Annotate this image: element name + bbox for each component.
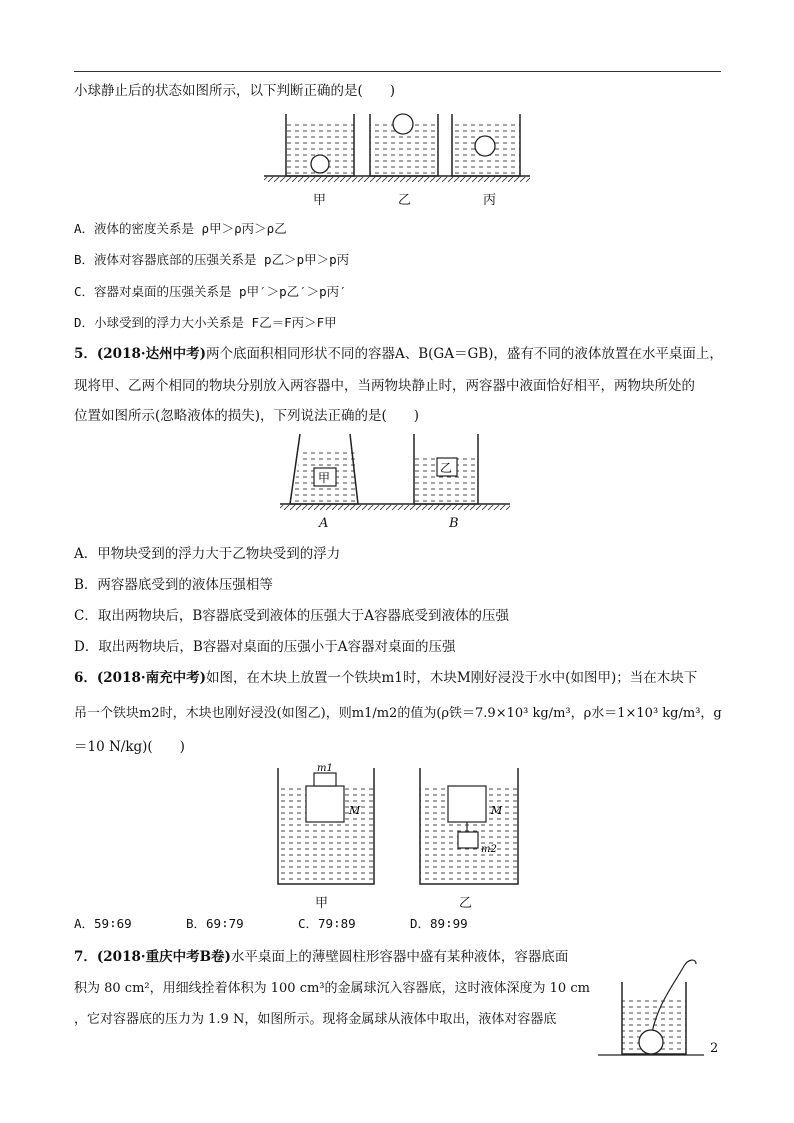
iron-block-m1 [314, 773, 336, 786]
fig3-label-yi: 乙 [459, 896, 473, 911]
q6-option-d: D．89∶99 [410, 916, 468, 931]
block-jia-label: 甲 [318, 471, 331, 485]
block-yi-label: 乙 [440, 461, 453, 475]
fig2-label-a: A [319, 516, 329, 531]
q5-option-a: A．甲物块受到的浮力大于乙物块受到的浮力 [74, 546, 341, 562]
q5-line-1 [74, 345, 723, 363]
q6-number: 6． [74, 670, 97, 686]
page-number: 2 [710, 1041, 719, 1056]
q6-line-2: 吊一个铁块m2时，木块也刚好浸没(如图乙)，则m1/m2的值为(ρ铁＝7.9×10³ kg/m³，ρ水＝1×10³ kg/m³，g [74, 706, 722, 721]
q7-line-1 [74, 948, 568, 966]
figure-wood-iron [272, 762, 524, 892]
q4-option-c: C．容器对桌面的压强关系是 p甲′＞p乙′＞p丙′ [74, 284, 347, 299]
q6-option-a: A．59∶69 [74, 916, 132, 931]
q5-option-b: B．两容器底受到的液体压强相等 [74, 577, 273, 593]
wood-block-jia [306, 786, 344, 822]
q7-text-1: 水平桌面上的薄壁圆柱形容器中盛有某种液体，容器底面 [230, 949, 569, 965]
q5-source: (2018·达州中考) [96, 346, 206, 362]
tag-m-jia: M [349, 804, 361, 817]
ball-yi [393, 114, 413, 134]
ball-jia [311, 155, 329, 173]
q4-option-b: B．液体对容器底部的压强关系是 p乙＞p甲＞p丙 [74, 252, 350, 267]
q4-option-a: A．液体的密度关系是 ρ甲＞ρ丙＞ρ乙 [74, 221, 287, 236]
tag-m2: m2 [481, 844, 497, 855]
q4-option-d: D．小球受到的浮力大小关系是 F乙＝F丙＞F甲 [74, 315, 337, 330]
q5-line-3: 位置如图所示(忽略液体的损失)，下列说法正确的是( ) [74, 408, 420, 424]
q5-option-d: D．取出两物块后，B容器对桌面的压强小于A容器对桌面的压强 [74, 639, 456, 655]
q7-number: 7． [74, 949, 97, 965]
figure-containers-a-b [278, 432, 518, 516]
q6-line-3: ＝10 N/kg)( ) [74, 739, 185, 755]
q5-number: 5． [74, 346, 97, 362]
fig1-label-yi: 乙 [398, 193, 412, 208]
header-rule [74, 71, 721, 72]
fig3-label-jia: 甲 [315, 896, 329, 911]
fig1-label-bing: 丙 [483, 193, 497, 208]
wood-block-yi [448, 786, 486, 822]
q6-text-1: 如图，在木块上放置一个铁块m1时，木块M刚好浸没于水中(如图甲)；当在木块下 [205, 670, 698, 686]
q7-line-2: 积为 80 cm²，用细线拴着体积为 100 cm³的金属球沉入容器底，这时液体深度为 10 cm [74, 981, 590, 996]
q5-option-c: C．取出两物块后，B容器底受到液体的压强大于A容器底受到液体的压强 [74, 608, 509, 624]
fig1-label-jia: 甲 [313, 193, 327, 208]
tag-m-yi: M [491, 804, 503, 817]
ball-bing [475, 136, 495, 156]
q7-line-3: ，它对容器底的压力为 1.9 N，如图所示。现将金属球从液体中取出，液体对容器底 [74, 1012, 557, 1027]
metal-ball [639, 1030, 663, 1054]
q6-source: (2018·南充中考) [96, 670, 206, 686]
q5-line-2: 现将甲、乙两个相同的物块分别放入两容器中，当两物块静止时，两容器中液面恰好相平，两物块所处的 [74, 378, 695, 394]
tag-m1: m1 [317, 763, 333, 774]
question-4-stem: 小球静止后的状态如图所示，以下判断正确的是( ) [74, 83, 396, 99]
figure-metal-ball [596, 956, 706, 1062]
iron-block-m2 [458, 832, 478, 848]
q6-line-1 [74, 669, 697, 687]
q7-source: (2018·重庆中考B卷) [96, 949, 231, 965]
q6-option-b: B．69∶79 [186, 916, 244, 931]
fig2-label-b: B [449, 516, 459, 531]
q5-text-1: 两个底面积相同形状不同的容器A、B(GA＝GB)，盛有不同的液体放置在水平桌面上， [205, 346, 723, 362]
q6-option-c: C．79∶89 [298, 916, 356, 931]
